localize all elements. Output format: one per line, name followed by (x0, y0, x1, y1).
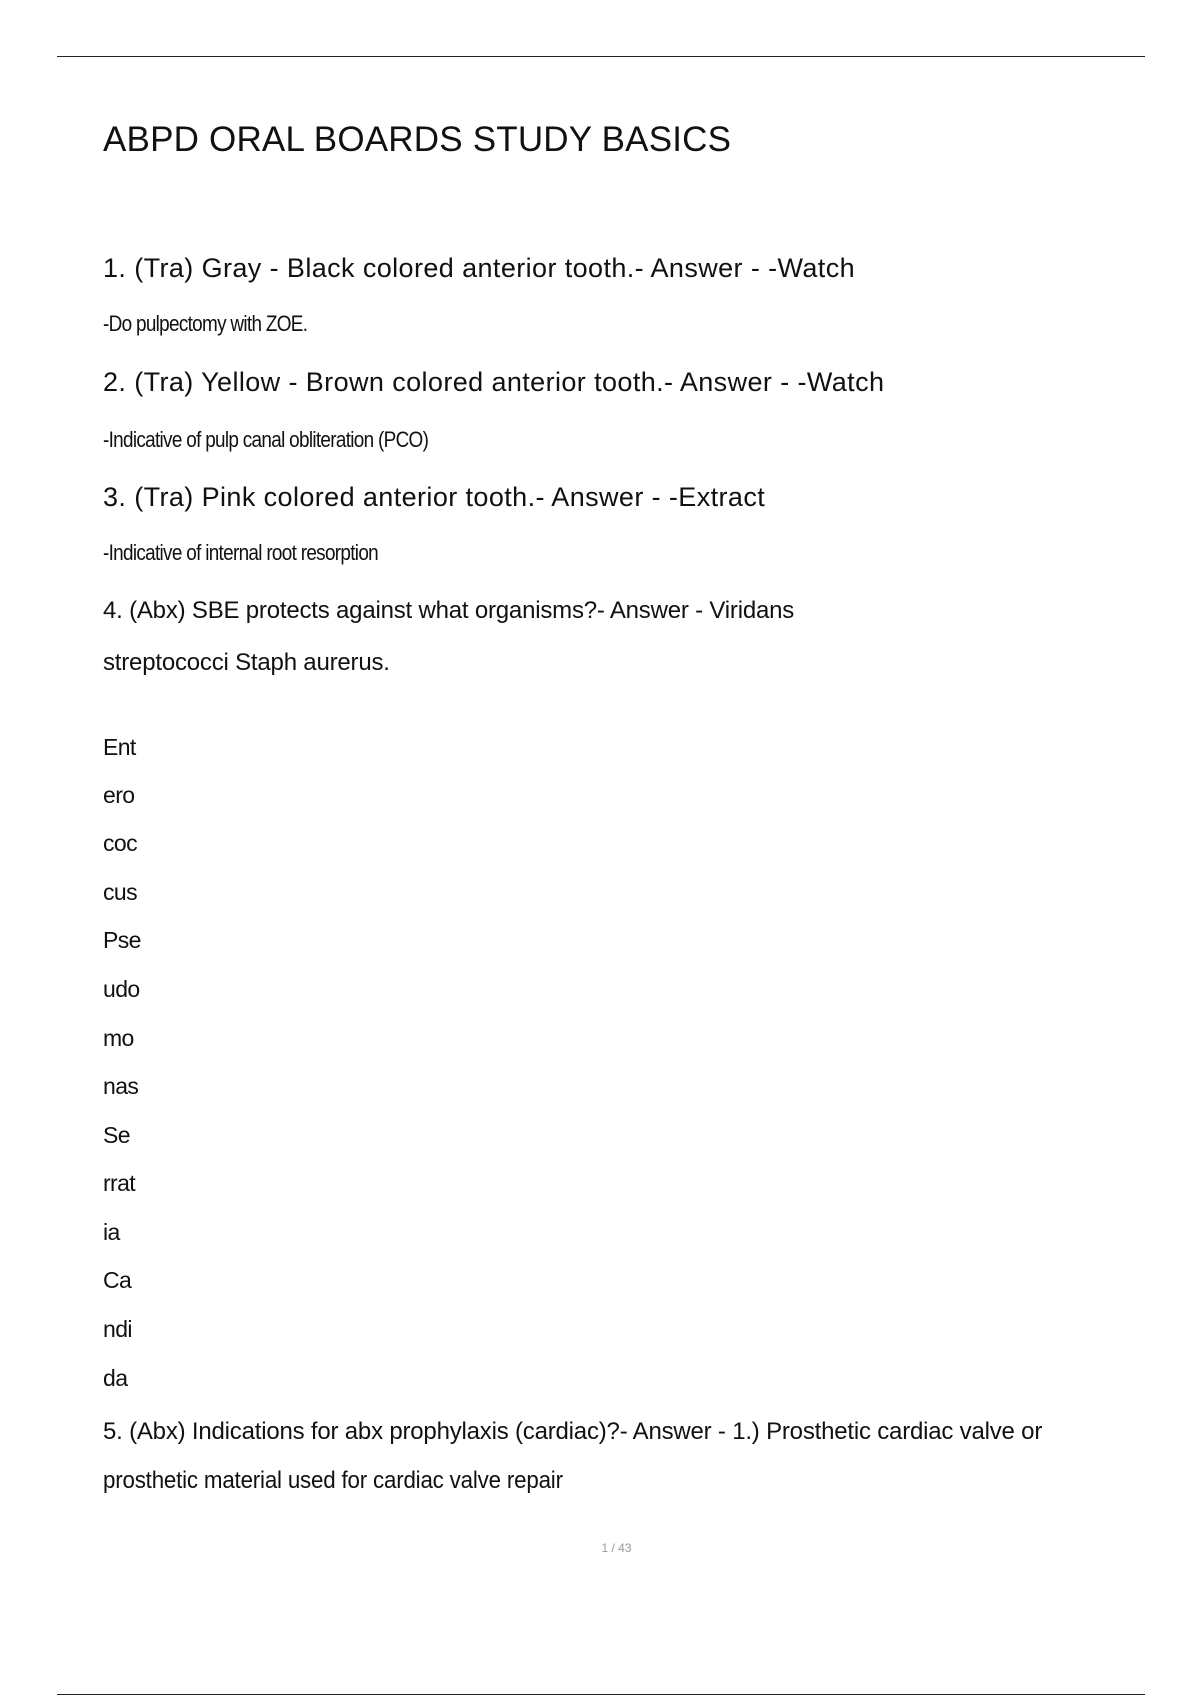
question-5-continuation: prosthetic material used for cardiac valve repair (103, 1467, 563, 1494)
word-fragment: cus (103, 879, 137, 905)
question-1: 1. (Tra) Gray - Black colored anterior tooth.- Answer - -Watch (103, 253, 856, 283)
word-fragment: Ent (103, 734, 136, 760)
question-4-continuation: streptococci Staph aurerus. (103, 649, 390, 676)
top-rule (57, 56, 1145, 57)
word-fragment: ndi (103, 1316, 132, 1342)
question-2: 2. (Tra) Yellow - Brown colored anterior tooth.- Answer - -Watch (103, 367, 885, 397)
word-fragment: Ca (103, 1267, 132, 1293)
answer-note-2: -Indicative of pulp canal obliteration (PCO) (103, 427, 429, 452)
word-fragment: nas (103, 1073, 139, 1099)
answer-note-1: -Do pulpectomy with ZOE. (103, 311, 308, 336)
answer-note-3: -Indicative of internal root resorption (103, 540, 378, 565)
word-fragment: rrat (103, 1170, 136, 1196)
page-number: 1 / 43 (601, 1541, 632, 1555)
question-4: 4. (Abx) SBE protects against what organisms?- Answer - Viridans (103, 597, 795, 624)
word-fragment: Pse (103, 927, 141, 953)
page-title: ABPD ORAL BOARDS STUDY BASICS (103, 120, 732, 159)
word-fragment: ia (103, 1219, 120, 1245)
question-5: 5. (Abx) Indications for abx prophylaxis (cardiac)?- Answer - 1.) Prosthetic cardiac valve or (103, 1418, 1043, 1445)
word-fragment: ero (103, 782, 135, 808)
question-3: 3. (Tra) Pink colored anterior tooth.- Answer - -Extract (103, 482, 766, 512)
word-fragment: coc (103, 830, 137, 856)
word-fragment: mo (103, 1025, 134, 1051)
word-fragment: Se (103, 1122, 130, 1148)
bottom-rule (57, 1694, 1145, 1695)
word-fragment: udo (103, 976, 140, 1002)
word-fragment: da (103, 1365, 128, 1391)
